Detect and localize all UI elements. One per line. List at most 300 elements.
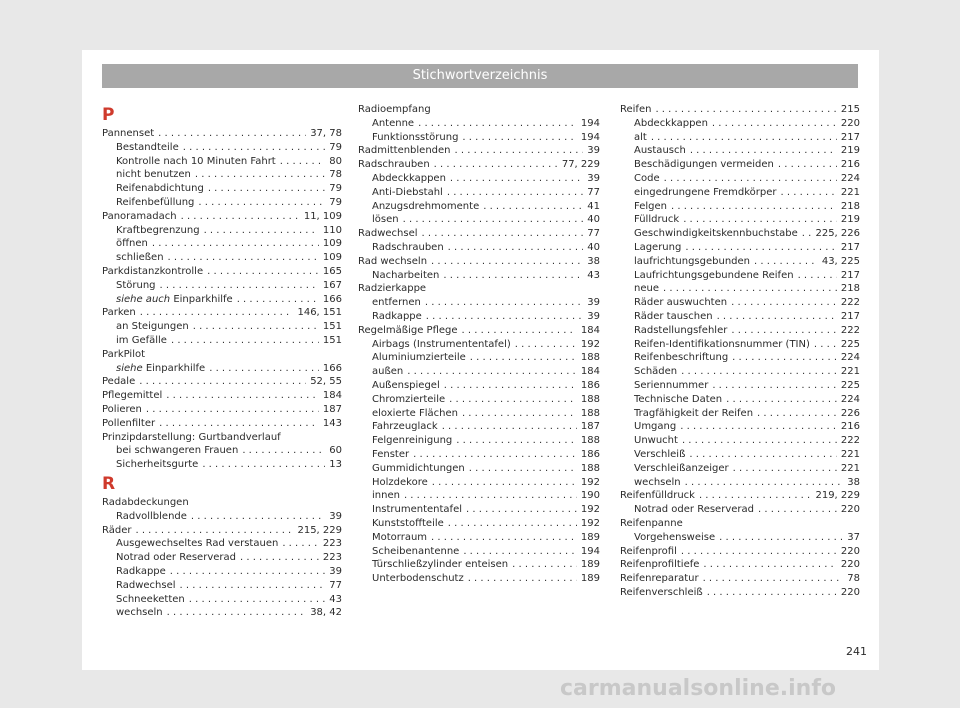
page-reference: 13 — [329, 459, 342, 471]
index-subentry — [620, 448, 860, 462]
page-reference: 184 — [580, 366, 600, 378]
entry-label: Einparkhilfe — [173, 293, 233, 305]
dot-leader — [717, 310, 837, 324]
entry-label: ParkPilot — [102, 348, 146, 360]
entry-label: wechseln — [116, 607, 163, 619]
page-reference: 40 — [587, 241, 600, 253]
entry-label: Technische Daten — [634, 393, 723, 405]
dot-leader — [450, 172, 583, 186]
dot-leader — [466, 503, 577, 517]
dot-leader — [733, 462, 837, 476]
page-reference: 219, 229 — [815, 490, 860, 502]
entry-label: Parken — [102, 307, 136, 319]
page-reference: 38 — [587, 255, 600, 267]
page-reference: 189 — [580, 559, 600, 571]
dot-leader — [191, 510, 325, 524]
index-subentry — [102, 458, 342, 472]
index-entry — [358, 255, 600, 269]
page-reference: 224 — [840, 172, 860, 184]
section-letter: P — [102, 105, 115, 125]
dot-leader — [732, 351, 837, 365]
entry-label: Pollenfilter — [102, 417, 156, 429]
entry-label: Unwucht — [634, 435, 678, 447]
index-subentry — [358, 186, 600, 200]
page-reference: 216 — [840, 421, 860, 433]
index-subentry — [620, 365, 860, 379]
index-entry — [358, 103, 600, 117]
index-subentry — [358, 379, 600, 393]
index-subentry — [102, 320, 342, 334]
dot-leader — [680, 420, 837, 434]
dot-leader — [462, 324, 577, 338]
page-reference: 222 — [840, 324, 860, 336]
page-reference: 219 — [840, 145, 860, 157]
entry-label: Störung — [116, 279, 156, 291]
index-entry — [102, 417, 342, 431]
entry-label: schließen — [116, 252, 164, 264]
entry-label: Reifenabdichtung — [116, 183, 204, 195]
dot-leader — [193, 320, 319, 334]
page-reference: 79 — [329, 141, 342, 153]
index-subentry — [358, 531, 600, 545]
entry-label: im Gefälle — [116, 334, 167, 346]
dot-leader — [240, 551, 319, 565]
dot-leader — [403, 213, 584, 227]
page-reference: 151 — [322, 321, 342, 333]
dot-leader — [681, 365, 837, 379]
page-reference: 38 — [847, 476, 860, 488]
dot-leader — [418, 117, 577, 131]
entry-label: Reifenprofiltiefe — [620, 559, 700, 571]
page-reference: 39 — [329, 565, 342, 577]
entry-label: Felgen — [634, 200, 667, 212]
page-reference: 80 — [329, 155, 342, 167]
index-subentry — [358, 476, 600, 490]
index-subentry — [102, 510, 342, 524]
index-subentry — [358, 420, 600, 434]
index-subentry — [620, 296, 860, 310]
page-reference: 189 — [580, 573, 600, 585]
page-reference: 184 — [322, 390, 342, 402]
page-number: 241 — [846, 645, 867, 658]
dot-leader — [468, 572, 577, 586]
index-subentry — [620, 255, 860, 269]
entry-label: laufrichtungsgebunden — [634, 255, 751, 267]
page-reference: 43 — [329, 593, 342, 605]
dot-leader — [685, 476, 844, 490]
dot-leader — [181, 210, 300, 224]
index-subentry — [620, 200, 860, 214]
entry-label: Funktionsstörung — [372, 131, 459, 143]
entry-label: Scheibenantenne — [372, 545, 460, 557]
index-subentry — [620, 434, 860, 448]
index-subentry — [620, 324, 860, 338]
entry-label: Tragfähigkeit der Reifen — [634, 407, 754, 419]
dot-leader — [663, 282, 837, 296]
index-subentry — [102, 565, 342, 579]
page-reference: 216 — [840, 159, 860, 171]
index-subentry — [620, 420, 860, 434]
page-reference: 143 — [322, 417, 342, 429]
dot-leader — [758, 503, 837, 517]
page-reference: 146, 151 — [297, 307, 342, 319]
page-reference: 224 — [840, 352, 860, 364]
dot-leader — [455, 144, 584, 158]
index-subentry — [358, 131, 600, 145]
index-subentry — [620, 282, 860, 296]
entry-label: Umgang — [634, 421, 677, 433]
entry-label: Radschrauben — [372, 241, 444, 253]
entry-label: Kontrolle nach 10 Minuten Fahrt — [116, 155, 276, 167]
entry-label: Schäden — [634, 366, 678, 378]
entry-label: außen — [372, 366, 404, 378]
entry-label: Nacharbeiten — [372, 269, 440, 281]
dot-leader — [515, 338, 577, 352]
index-subentry — [620, 462, 860, 476]
index-subentry — [358, 200, 600, 214]
entry-label: Reifenpanne — [620, 517, 683, 529]
index-entry — [358, 282, 600, 296]
index-subentry — [358, 310, 600, 324]
index-subentry — [358, 572, 600, 586]
index-entry — [102, 127, 342, 141]
dot-leader — [699, 489, 812, 503]
entry-label: Schneeketten — [116, 593, 185, 605]
index-subentry — [358, 296, 600, 310]
dot-leader — [781, 186, 837, 200]
dot-leader — [683, 213, 837, 227]
dot-leader — [448, 517, 577, 531]
entry-label: Radioempfang — [358, 104, 431, 115]
page-reference: 11, 109 — [303, 210, 342, 222]
section-header: Stichwortverzeichnis — [102, 64, 858, 88]
dot-leader — [707, 586, 837, 600]
entry-label: Reifenreparatur — [620, 573, 699, 585]
dot-leader — [280, 155, 326, 169]
index-subentry — [620, 351, 860, 365]
page-reference: 167 — [322, 279, 342, 291]
index-subentry — [358, 517, 600, 531]
page-reference: 166 — [322, 293, 342, 305]
entry-label: Notrad oder Reserverad — [634, 504, 754, 516]
entry-label: innen — [372, 490, 400, 502]
dot-leader — [282, 537, 319, 551]
entry-label: Radwechsel — [358, 228, 418, 240]
page-reference: 221 — [840, 462, 860, 474]
entry-label: eloxierte Flächen — [372, 407, 458, 419]
entry-label: Sicherheitsgurte — [116, 459, 199, 471]
entry-label: Antenne — [372, 117, 415, 129]
dot-leader — [432, 476, 577, 490]
dot-leader — [655, 103, 836, 117]
index-subentry — [102, 224, 342, 238]
page-reference: 79 — [329, 196, 342, 208]
dot-leader — [159, 417, 319, 431]
dot-leader — [208, 182, 325, 196]
entry-label: bei schwangeren Frauen — [116, 445, 239, 457]
page-reference: 194 — [580, 117, 600, 129]
entry-label: Kraftbegrenzung — [116, 224, 200, 236]
index-entry — [358, 227, 600, 241]
page-reference: 37 — [847, 531, 860, 543]
page-reference: 186 — [580, 448, 600, 460]
index-subentry — [358, 338, 600, 352]
entry-label: Radschrauben — [358, 159, 430, 171]
dot-leader — [431, 255, 583, 269]
dot-leader — [703, 572, 844, 586]
dot-leader — [444, 379, 577, 393]
entry-label: Radzierkappe — [358, 283, 427, 295]
dot-leader — [757, 407, 837, 421]
index-subentry — [102, 537, 342, 551]
page-reference: 109 — [322, 238, 342, 250]
entry-label: wechseln — [634, 476, 681, 488]
entry-label: Rad wechseln — [358, 255, 428, 267]
page-reference: 221 — [840, 448, 860, 460]
page-reference: 188 — [580, 393, 600, 405]
entry-label: Bestandteile — [116, 141, 179, 153]
page-reference: 194 — [580, 545, 600, 557]
dot-leader — [171, 334, 319, 348]
page-reference: 165 — [322, 265, 342, 277]
index-subentry — [620, 131, 860, 145]
entry-label: Polieren — [102, 403, 142, 415]
page-reference: 221 — [840, 366, 860, 378]
index-entry — [358, 144, 600, 158]
index-subentry — [102, 362, 342, 376]
dot-leader — [139, 375, 306, 389]
page-reference: 188 — [580, 352, 600, 364]
index-entry — [102, 389, 342, 403]
index-entry — [102, 431, 342, 445]
index-subentry — [358, 407, 600, 421]
index-subentry — [102, 155, 342, 169]
index-entry — [620, 103, 860, 117]
dot-leader — [202, 458, 325, 472]
entry-label: Reifenfülldruck — [620, 490, 695, 502]
index-subentry — [620, 144, 860, 158]
index-entry — [102, 524, 342, 538]
page-reference: 39 — [587, 145, 600, 157]
page-reference: 37, 78 — [310, 128, 342, 139]
entry-label: öffnen — [116, 238, 148, 250]
cross-reference-prefix: siehe auch — [116, 293, 171, 305]
dot-leader — [195, 168, 325, 182]
index-subentry — [620, 310, 860, 324]
page-reference: 222 — [840, 297, 860, 309]
index-entry — [102, 348, 342, 362]
entry-label: Türschließzylinder enteisen — [372, 559, 509, 571]
dot-leader — [798, 269, 837, 283]
entry-label: Reifen-Identifikationsnummer (TIN) — [634, 338, 810, 350]
page-reference: 221 — [840, 186, 860, 198]
page-reference: 218 — [840, 283, 860, 295]
page-reference: 60 — [329, 445, 342, 457]
dot-leader — [204, 224, 319, 238]
index-subentry — [102, 251, 342, 265]
index-subentry — [102, 444, 342, 458]
dot-leader — [404, 489, 577, 503]
index-subentry — [358, 213, 600, 227]
page-reference: 192 — [580, 504, 600, 516]
dot-leader — [449, 393, 577, 407]
entry-label: Vorgehensweise — [634, 531, 716, 543]
entry-label: Austausch — [634, 145, 686, 157]
entry-label: eingedrungene Fremdkörper — [634, 186, 777, 198]
index-subentry — [620, 407, 860, 421]
entry-label: Pannenset — [102, 128, 155, 139]
dot-leader — [426, 310, 583, 324]
dot-leader — [152, 237, 319, 251]
page-reference: 77 — [587, 186, 600, 198]
entry-label: Radstellungsfehler — [634, 324, 728, 336]
entry-label: Fahrzeuglack — [372, 421, 438, 433]
watermark: carmanualsonline.info — [560, 676, 836, 701]
page-reference: 224 — [840, 393, 860, 405]
entry-label: Radwechsel — [116, 579, 176, 591]
page-reference: 40 — [587, 214, 600, 226]
index-subentry — [358, 545, 600, 559]
entry-label: Reifenprofil — [620, 545, 677, 557]
page-reference: 225 — [840, 379, 860, 391]
dot-leader — [754, 255, 818, 269]
index-column-3 — [620, 103, 860, 600]
entry-label: Motorraum — [372, 531, 428, 543]
page-reference: 223 — [322, 538, 342, 550]
entry-label: Panoramadach — [102, 210, 177, 222]
page-reference: 189 — [580, 531, 600, 543]
page-reference: 187 — [580, 421, 600, 433]
page-reference: 218 — [840, 200, 860, 212]
page-reference: 222 — [840, 435, 860, 447]
dot-leader — [483, 200, 583, 214]
entry-label: Einparkhilfe — [145, 362, 206, 374]
index-subentry — [102, 606, 342, 620]
page-reference: 219 — [840, 214, 860, 226]
index-subentry — [358, 558, 600, 572]
dot-leader — [170, 565, 325, 579]
dot-leader — [443, 269, 583, 283]
index-entry — [102, 496, 342, 510]
entry-label: Beschädigungen vermeiden — [634, 159, 774, 171]
entry-label: Verschleißanzeiger — [634, 462, 729, 474]
entry-label: Anzugsdrehmomente — [372, 200, 480, 212]
index-subentry — [358, 351, 600, 365]
page-reference: 226 — [840, 407, 860, 419]
entry-label: Abdeckkappen — [372, 172, 446, 184]
entry-label: Radkappe — [116, 565, 166, 577]
entry-label: entfernen — [372, 297, 421, 309]
entry-label: Räder — [102, 524, 132, 536]
dot-leader — [703, 558, 837, 572]
page-reference: 186 — [580, 379, 600, 391]
page-reference: 192 — [580, 338, 600, 350]
index-entry — [620, 517, 860, 531]
entry-label: Prinzipdarstellung: Gurtbandverlauf — [102, 431, 281, 443]
dot-leader — [731, 324, 837, 338]
entry-label: Räder tauschen — [634, 310, 713, 322]
page-reference: 43, 225 — [821, 255, 860, 267]
entry-label: Unterbodenschutz — [372, 573, 464, 585]
page-reference: 79 — [329, 183, 342, 195]
dot-leader — [180, 579, 326, 593]
index-subentry — [358, 172, 600, 186]
entry-label: Abdeckkappen — [634, 117, 708, 129]
index-subentry — [102, 279, 342, 293]
index-subentry — [102, 293, 342, 307]
index-subentry — [620, 269, 860, 283]
page-reference: 220 — [840, 545, 860, 557]
dot-leader — [682, 434, 837, 448]
page-reference: 78 — [329, 169, 342, 181]
dot-leader — [168, 251, 319, 265]
dot-leader — [442, 420, 577, 434]
entry-label: Parkdistanzkontrolle — [102, 265, 204, 277]
index-subentry — [620, 227, 860, 241]
entry-label: Laufrichtungsgebundene Reifen — [634, 269, 794, 281]
index-subentry — [358, 448, 600, 462]
dot-leader — [802, 227, 812, 241]
entry-label: lösen — [372, 214, 399, 226]
dot-leader — [469, 462, 577, 476]
entry-label: Reifenbefüllung — [116, 196, 195, 208]
entry-label: Räder auswuchten — [634, 297, 728, 309]
index-subentry — [358, 269, 600, 283]
index-entry — [358, 158, 600, 172]
entry-label: Holzdekore — [372, 476, 428, 488]
index-entry — [620, 572, 860, 586]
entry-label: Regelmäßige Pflege — [358, 324, 458, 336]
dot-leader — [447, 186, 583, 200]
index-subentry — [358, 462, 600, 476]
entry-label: Radvollblende — [116, 510, 187, 522]
page-reference: 188 — [580, 435, 600, 447]
dot-leader — [448, 241, 584, 255]
dot-leader — [189, 593, 326, 607]
dot-leader — [413, 448, 577, 462]
page-reference: 194 — [580, 131, 600, 143]
dot-leader — [431, 531, 577, 545]
page-reference: 215, 229 — [297, 524, 342, 536]
page-reference: 39 — [587, 172, 600, 184]
dot-leader — [462, 407, 577, 421]
entry-label: Reifenverschleiß — [620, 586, 703, 598]
entry-label: neue — [634, 283, 659, 295]
dot-leader — [470, 351, 577, 365]
entry-label: Fülldruck — [634, 214, 680, 226]
index-subentry — [102, 141, 342, 155]
page-reference: 78 — [847, 573, 860, 585]
dot-leader — [407, 365, 577, 379]
entry-label: Außenspiegel — [372, 379, 440, 391]
dot-leader — [158, 127, 306, 141]
index-subentry — [358, 241, 600, 255]
index-subentry — [102, 182, 342, 196]
cross-reference-prefix: siehe — [116, 362, 143, 374]
page-reference: 166 — [322, 362, 342, 374]
page-reference: 77 — [587, 228, 600, 240]
dot-leader — [209, 362, 319, 376]
page-reference: 187 — [322, 403, 342, 415]
page-reference: 77, 229 — [561, 159, 600, 171]
page-reference: 220 — [840, 586, 860, 598]
dot-leader — [778, 158, 837, 172]
page-reference: 220 — [840, 559, 860, 571]
index-subentry — [102, 579, 342, 593]
page-reference: 217 — [840, 310, 860, 322]
dot-leader — [166, 389, 319, 403]
section-letter: R — [102, 473, 116, 494]
